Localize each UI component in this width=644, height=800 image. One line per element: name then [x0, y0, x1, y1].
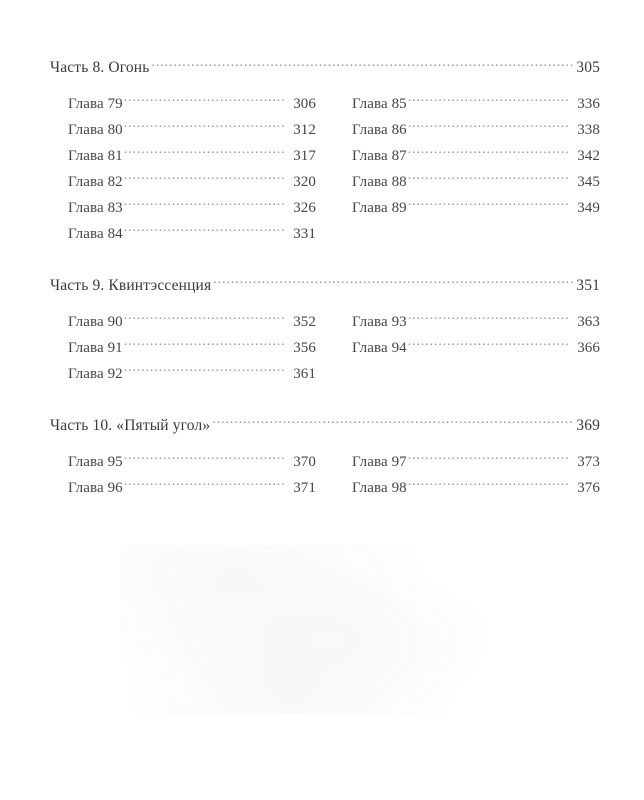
chapter-columns-9 [50, 310, 600, 388]
chapter-title: Глава 82 [68, 174, 123, 191]
chapter-row[interactable] [68, 362, 316, 388]
chapter-column-left-9 [68, 310, 316, 388]
part-page-number-8: 305 [576, 59, 600, 76]
chapter-page-number: 306 [293, 96, 316, 113]
chapter-page-number: 371 [293, 480, 316, 497]
chapter-page-number: 370 [293, 454, 316, 471]
chapter-title: Глава 89 [352, 200, 407, 216]
part-heading-row-9[interactable] [50, 274, 600, 297]
chapter-title: Глава 91 [68, 340, 123, 357]
leader-dots [151, 57, 574, 73]
chapter-title: Глава 85 [352, 96, 407, 113]
chapter-column-right-10 [352, 450, 600, 502]
chapter-row[interactable] [68, 196, 316, 222]
leader-dots [213, 274, 574, 290]
part-title-10: Часть 10. «Пятый угол» [50, 416, 211, 434]
chapter-page-number: 376 [577, 480, 600, 497]
part-section-10 [50, 414, 600, 502]
leader-dots [124, 171, 285, 186]
chapter-title: Глава 81 [68, 148, 123, 165]
leader-dots [124, 451, 285, 466]
chapter-column-left-8 [68, 92, 316, 248]
chapter-title: Глава 88 [352, 174, 407, 191]
chapter-title: Глава 86 [352, 122, 407, 139]
chapter-row[interactable] [352, 118, 600, 144]
chapter-row[interactable] [352, 170, 600, 196]
chapter-title: Глава 79 [68, 96, 123, 113]
chapter-column-right-8 [352, 92, 600, 248]
chapter-row[interactable] [68, 310, 316, 336]
leader-dots [124, 477, 285, 492]
paper-showthrough-bleed [120, 545, 500, 715]
chapter-title: Глава 83 [68, 200, 123, 216]
chapter-columns-8 [50, 92, 600, 248]
chapter-title: Глава 94 [352, 340, 407, 357]
leader-dots [408, 197, 569, 212]
chapter-page-number: 366 [577, 340, 600, 357]
chapter-title: Глава 92 [68, 366, 123, 382]
chapter-row[interactable] [68, 336, 316, 362]
part-section-9 [50, 274, 600, 388]
leader-dots [124, 311, 285, 326]
chapter-page-number: 331 [293, 225, 316, 242]
chapter-column-right-9 [352, 310, 600, 388]
leader-dots [408, 337, 569, 352]
part-section-8 [50, 56, 600, 248]
leader-dots [408, 171, 569, 186]
chapter-page-number: 361 [293, 366, 316, 382]
chapter-title: Глава 93 [352, 314, 407, 331]
chapter-row[interactable] [68, 118, 316, 144]
leader-dots [408, 311, 569, 326]
chapter-page-number: 338 [577, 122, 600, 139]
chapter-row[interactable] [352, 476, 600, 502]
chapter-page-number: 320 [293, 174, 316, 191]
leader-dots [124, 93, 285, 108]
chapter-title: Глава 84 [68, 225, 123, 242]
leader-dots [408, 93, 569, 108]
chapter-page-number: 336 [577, 96, 600, 113]
chapter-title: Глава 96 [68, 480, 123, 497]
part-heading-row-10[interactable] [50, 414, 600, 437]
chapter-page-number: 312 [293, 122, 316, 139]
chapter-page-number: 373 [577, 454, 600, 471]
chapter-row[interactable] [352, 310, 600, 336]
leader-dots [124, 337, 285, 352]
chapter-row[interactable] [352, 196, 600, 222]
chapter-page-number: 317 [293, 148, 316, 165]
chapter-title: Глава 97 [352, 454, 407, 471]
chapter-page-number: 326 [293, 200, 316, 216]
part-page-number-9: 351 [576, 276, 600, 294]
chapter-columns-10 [50, 450, 600, 502]
chapter-page-number: 345 [577, 174, 600, 191]
leader-dots [124, 223, 285, 238]
leader-dots [124, 119, 285, 134]
chapter-page-number: 363 [577, 314, 600, 331]
chapter-page-number: 352 [293, 314, 316, 331]
chapter-column-left-10 [68, 450, 316, 502]
leader-dots [124, 145, 285, 160]
chapter-row[interactable] [68, 222, 316, 248]
chapter-row[interactable] [352, 450, 600, 476]
chapter-page-number: 356 [293, 340, 316, 357]
chapter-title: Глава 87 [352, 148, 407, 165]
leader-dots [124, 363, 285, 378]
leader-dots [408, 119, 569, 134]
chapter-title: Глава 95 [68, 454, 123, 471]
chapter-row[interactable] [68, 476, 316, 502]
chapter-title: Глава 80 [68, 122, 123, 139]
leader-dots [408, 451, 569, 466]
chapter-row[interactable] [68, 450, 316, 476]
leader-dots [124, 197, 285, 212]
part-heading-row-8[interactable] [50, 56, 600, 79]
table-of-contents [50, 56, 600, 524]
chapter-row[interactable] [68, 170, 316, 196]
chapter-page-number: 349 [577, 200, 600, 216]
chapter-row[interactable] [352, 92, 600, 118]
chapter-title: Глава 90 [68, 314, 123, 331]
chapter-row[interactable] [68, 144, 316, 170]
leader-dots [408, 145, 569, 160]
chapter-row[interactable] [352, 144, 600, 170]
leader-dots [408, 477, 569, 492]
part-title-8: Часть 8. Огонь [50, 59, 150, 76]
leader-dots [212, 414, 574, 430]
chapter-row[interactable] [68, 92, 316, 118]
chapter-title: Глава 98 [352, 480, 407, 497]
part-title-9: Часть 9. Квинтэссенция [50, 276, 212, 294]
chapter-row[interactable] [352, 336, 600, 362]
part-page-number-10: 369 [576, 416, 600, 434]
chapter-page-number: 342 [577, 148, 600, 165]
